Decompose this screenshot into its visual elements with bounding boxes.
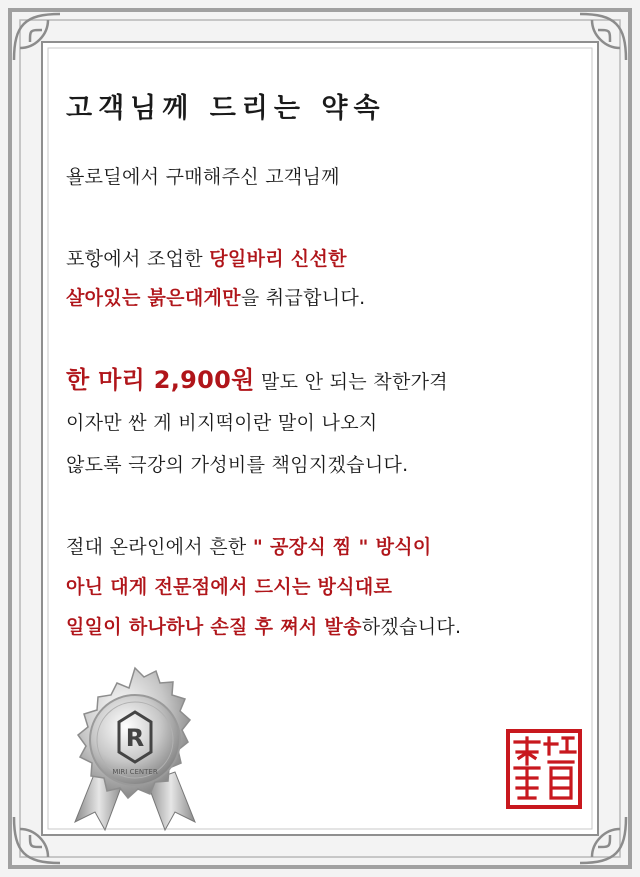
p3-text-3: 하겠습니다. [361, 616, 462, 638]
p1-text: 포항에서 조업한 [66, 248, 210, 270]
p3-highlight-3: 일일이 하나하나 손질 후 쪄서 발송 [66, 616, 362, 638]
certificate-title: 고객님께 드리는 약속 [66, 93, 386, 124]
paragraph-3-line-3 [66, 612, 461, 639]
p3-text: 절대 온라인에서 흔한 [66, 536, 253, 558]
p3-highlight: " 공장식 찜 " 방식이 [252, 536, 432, 558]
paragraph-1-line-1 [66, 244, 347, 271]
greeting-line: 욜로딜에서 구매해주신 고객님께 [66, 166, 340, 188]
paragraph-2-line-3: 않도록 극강의 가성비를 책임지겠습니다. [66, 454, 409, 476]
p1-highlight-2: 살아있는 붉은대게만 [66, 287, 241, 309]
medal-logo-letter: R [125, 724, 145, 752]
price-highlight: 한 마리 2,900원 [66, 366, 255, 394]
p1-highlight: 당일바리 신선한 [209, 248, 347, 270]
red-seal-stamp [505, 728, 583, 810]
medal-text: MIRI CENTER [112, 768, 158, 776]
paragraph-2-line-2: 이자만 싼 게 비지떡이란 말이 나오지 [66, 412, 378, 434]
paragraph-1-line-2 [66, 283, 365, 310]
paragraph-2-line-1 [66, 360, 448, 395]
paragraph-3-line-2: 아닌 대게 전문점에서 드시는 방식대로 [66, 576, 393, 598]
paragraph-3-line-1 [66, 532, 432, 559]
p2-text: 말도 안 되는 착한가격 [254, 371, 448, 393]
p1-text-2: 을 취급합니다. [240, 287, 366, 309]
medal-badge [55, 662, 215, 832]
